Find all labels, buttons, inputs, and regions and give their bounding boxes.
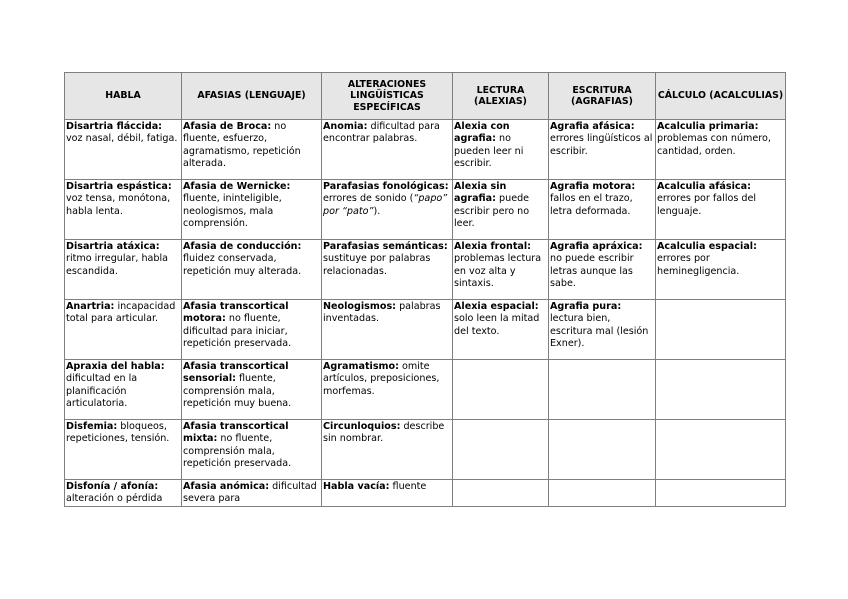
header-calculo: CÁLCULO (ACALCULIAS) [656, 73, 786, 120]
cell-description: no fluente, comprensión mala, repetición preservada. [183, 433, 292, 470]
table-row [65, 480, 786, 507]
cell-term: Parafasias semánticas: [323, 241, 448, 252]
cell-description: fluente [389, 481, 427, 492]
table-cell [65, 240, 182, 300]
cell-description: bloqueos, repeticiones, tensión. [66, 421, 170, 445]
table-cell [656, 420, 786, 480]
table-cell [453, 240, 549, 300]
table-row [65, 240, 786, 300]
cell-description: fallos en el trazo, letra deformada. [550, 193, 633, 217]
table-cell [322, 240, 453, 300]
table-cell [656, 180, 786, 240]
table-cell [65, 480, 182, 507]
cell-term: Apraxia del habla: [66, 361, 165, 372]
table-cell [549, 480, 656, 507]
header-escritura: ESCRITURA (AGRAFIAS) [549, 73, 656, 120]
cell-term: Anartria: [66, 301, 115, 312]
cell-term: Habla vacía: [323, 481, 390, 492]
table-cell [182, 300, 322, 360]
cell-description: no puede escribir letras aunque las sabe. [550, 253, 634, 290]
cell-description: no pueden leer ni escribir. [454, 133, 524, 170]
table-row [65, 180, 786, 240]
cell-description: voz tensa, monótona, habla lenta. [66, 193, 171, 217]
cell-description: sustituye por palabras relacionadas. [323, 253, 431, 277]
table-row [65, 420, 786, 480]
table-row [65, 360, 786, 420]
cell-term: Agrafia apráxica: [550, 241, 643, 252]
cell-term: Parafasias fonológicas: [323, 181, 449, 192]
cell-term: Acalculia espacial: [657, 241, 757, 252]
cell-term: Circunloquios: [323, 421, 401, 432]
table-cell [549, 240, 656, 300]
table-cell [65, 420, 182, 480]
table-cell [182, 420, 322, 480]
cell-description: errores lingüísticos al escribir. [550, 133, 653, 157]
table-cell [656, 240, 786, 300]
cell-description: errores por heminegligencia. [657, 253, 740, 277]
table-cell [453, 120, 549, 180]
cell-description: no fluente, dificultad para iniciar, repetición preservada. [183, 313, 292, 350]
cell-description: problemas lectura en voz alta y sintaxis. [454, 253, 542, 290]
table-cell [656, 480, 786, 507]
table-cell [656, 300, 786, 360]
table-cell [65, 180, 182, 240]
table-body [65, 120, 786, 507]
cell-term: Agramatismo: [323, 361, 399, 372]
cell-description: errores de sonido ( [323, 193, 414, 205]
table-cell [182, 180, 322, 240]
cell-description: problemas con número, cantidad, orden. [657, 133, 771, 157]
table-cell [549, 420, 656, 480]
cell-term: Agrafia motora: [550, 181, 636, 192]
header-habla: HABLA [65, 73, 182, 120]
table-cell [322, 480, 453, 507]
neuropsychology-table [64, 72, 786, 507]
table-cell [549, 120, 656, 180]
cell-term: Afasia transcortical mixta: [183, 421, 289, 445]
cell-description: alteración o pérdida [66, 493, 163, 505]
cell-description: dificultad severa para [183, 481, 317, 505]
table-cell [182, 360, 322, 420]
table-cell [549, 180, 656, 240]
cell-description: incapacidad total para articular. [66, 301, 176, 325]
cell-description: omite artículos, preposiciones, morfemas. [323, 361, 440, 397]
table-cell [322, 120, 453, 180]
table-cell [322, 420, 453, 480]
cell-term: Neologismos: [323, 301, 397, 312]
cell-description: dificultad para encontrar palabras. [323, 121, 440, 145]
table-cell [453, 300, 549, 360]
cell-term: Alexia con agrafia: [454, 121, 510, 145]
cell-term: Acalculia afásica: [657, 181, 751, 192]
table-cell [65, 360, 182, 420]
cell-term: Disfemia: [66, 421, 118, 432]
table-cell [549, 360, 656, 420]
table-cell [65, 300, 182, 360]
table-cell [453, 480, 549, 507]
cell-description: ritmo irregular, habla escandida. [66, 253, 169, 277]
cell-term: Disartria espástica: [66, 181, 172, 192]
table-cell [549, 300, 656, 360]
table-cell [453, 180, 549, 240]
table-cell [182, 480, 322, 507]
table-cell [322, 300, 453, 360]
table-cell [322, 360, 453, 420]
cell-example: “papo” por “pato” [323, 193, 448, 217]
cell-term: Disfonía / afonía: [66, 481, 159, 492]
cell-description: solo leen la mitad del texto. [454, 313, 540, 337]
cell-description: no fluente, esfuerzo, agramatismo, repetición alterada. [183, 121, 301, 170]
cell-description: voz nasal, débil, fatiga. [66, 133, 178, 145]
cell-description: palabras inventadas. [323, 301, 441, 325]
cell-term: Afasia anómica: [183, 481, 270, 492]
cell-term: Alexia espacial: [454, 301, 539, 312]
cell-term: Afasia de Broca: [183, 121, 272, 132]
header-lectura: LECTURA (ALEXIAS) [453, 73, 549, 120]
cell-description: lectura bien, escritura mal (lesión Exner). [550, 313, 649, 350]
header-afasias: AFASIAS (LENGUAJE) [182, 73, 322, 120]
cell-description: errores por fallos del lenguaje. [657, 193, 757, 217]
cell-term: Agrafia pura: [550, 301, 622, 312]
cell-description: dificultad en la planificación articulatoria. [66, 373, 138, 410]
cell-term: Alexia frontal: [454, 241, 532, 252]
cell-description: fluente, ininteligible, neologismos, mala comprensión. [183, 193, 282, 230]
cell-term: Afasia de Wernicke: [183, 181, 291, 192]
cell-term: Afasia transcortical sensorial: [183, 361, 289, 385]
cell-description: describe sin nombrar. [323, 421, 445, 445]
cell-term: Anomia: [323, 121, 368, 132]
header-alteraciones: ALTERACIONES LINGÜÍSTICAS ESPECÍFICAS [322, 73, 453, 120]
cell-term: Alexia sin agrafia: [454, 181, 507, 205]
table-cell [453, 420, 549, 480]
table-cell [322, 180, 453, 240]
table-cell [65, 120, 182, 180]
table-row [65, 300, 786, 360]
table-row [65, 120, 786, 180]
cell-description: fluidez conservada, repetición muy alterada. [183, 253, 302, 277]
cell-term: Afasia de conducción: [183, 241, 302, 252]
cell-term: Afasia transcortical motora: [183, 301, 289, 325]
cell-description: fluente, comprensión mala, repetición muy buena. [183, 373, 292, 410]
table-cell [182, 120, 322, 180]
table-cell [453, 360, 549, 420]
cell-term: Disartria atáxica: [66, 241, 160, 252]
table-cell [182, 240, 322, 300]
cell-term: Acalculia primaria: [657, 121, 759, 132]
table-cell [656, 360, 786, 420]
cell-description-tail: ). [373, 205, 381, 217]
cell-term: Agrafia afásica: [550, 121, 635, 132]
cell-term: Disartria fláccida: [66, 121, 163, 132]
table-cell [656, 120, 786, 180]
cell-description: puede escribir pero no leer. [454, 193, 530, 230]
header-row [65, 73, 786, 120]
